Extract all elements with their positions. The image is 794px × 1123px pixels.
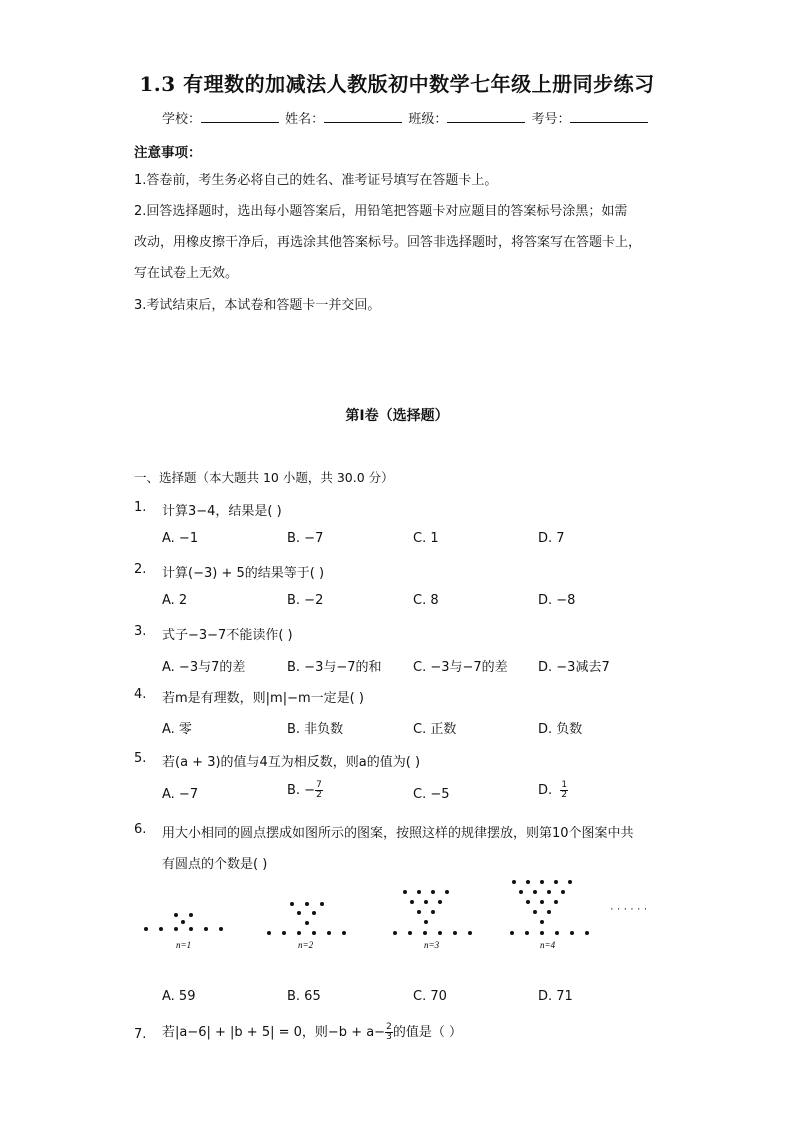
- figure-label-n3: n=3: [424, 940, 440, 950]
- dot-pattern-figure: [130, 870, 670, 952]
- option-a[interactable]: A. 2: [162, 593, 188, 608]
- figure-ellipsis: · · · · · ·: [610, 903, 648, 915]
- note-2-line-1: 2.回答选择题时，选出每小题答案后，用铅笔把答题卡对应题目的答案标号涂黑；如需: [134, 204, 628, 219]
- pattern-n4: [510, 880, 589, 935]
- option-a[interactable]: A. −1: [162, 531, 199, 546]
- question-number: 7.: [134, 1027, 147, 1042]
- figure-label-n4: n=4: [540, 940, 556, 950]
- number-label: 考号：: [531, 112, 571, 127]
- note-2-line-2: 改动，用橡皮擦干净后，再选涂其他答案标号。回答非选择题时，将答案写在答题卡上，: [134, 235, 642, 250]
- option-c[interactable]: C. −5: [413, 787, 450, 802]
- note-3: 3.考试结束后，本试卷和答题卡一并交回。: [134, 298, 381, 313]
- option-b[interactable]: [287, 781, 323, 800]
- option-a[interactable]: A. −3与7的差: [162, 660, 246, 675]
- question-text-tail: 的值是（ ）: [392, 1025, 462, 1040]
- option-b[interactable]: B. 非负数: [287, 722, 344, 737]
- question-number: 5.: [134, 751, 147, 766]
- question-text: 若(a + 3)的值与4互为相反数，则a的值为( ): [162, 755, 421, 770]
- question-text: 用大小相同的圆点摆成如图所示的图案，按照这样的规律摆放，则第10个图案中共: [162, 826, 634, 841]
- option-a[interactable]: A. −7: [162, 787, 199, 802]
- option-d[interactable]: D. −3减去7: [538, 660, 610, 675]
- pattern-n1: [144, 913, 223, 931]
- name-blank[interactable]: [324, 110, 402, 123]
- option-d[interactable]: D. 7: [538, 531, 565, 546]
- question-number: 4.: [134, 687, 147, 702]
- number-blank[interactable]: [570, 110, 648, 123]
- question-text-main: 若|a−6| + |b + 5| = 0，则−b + a−: [162, 1025, 386, 1040]
- numerator: 7: [316, 780, 322, 790]
- student-info-line: [162, 108, 650, 127]
- option-c[interactable]: C. 正数: [413, 722, 457, 737]
- option-b[interactable]: B. 65: [287, 989, 321, 1004]
- class-blank[interactable]: [447, 110, 525, 123]
- option-d[interactable]: D. −8: [538, 593, 576, 608]
- denominator: 3: [386, 1032, 392, 1042]
- question-number: 3.: [134, 624, 147, 639]
- question-text: 计算3−4，结果是( ): [162, 504, 282, 519]
- pattern-n3: [393, 890, 472, 935]
- option-b-label: B. −: [287, 783, 316, 798]
- question-number: 2.: [134, 562, 147, 577]
- figure-label-n1: n=1: [176, 940, 192, 950]
- option-c[interactable]: C. 70: [413, 989, 447, 1004]
- question-number: 6.: [134, 822, 147, 837]
- option-d[interactable]: [538, 781, 568, 800]
- note-1: 1.答卷前，考生务必将自己的姓名、准考证号填写在答题卡上。: [134, 173, 498, 188]
- option-c[interactable]: C. 1: [413, 531, 439, 546]
- numerator: 1: [561, 780, 568, 790]
- school-label: 学校：: [162, 112, 202, 127]
- question-number: 1.: [134, 500, 147, 515]
- class-label: 班级：: [408, 112, 448, 127]
- page-title: 1.3 有理数的加减法人教版初中数学七年级上册同步练习: [139, 72, 655, 96]
- option-d-label: D.: [538, 783, 561, 798]
- fraction: [385, 1023, 393, 1042]
- numerator: 2: [386, 1022, 392, 1032]
- question-text: 若m是有理数，则|m|−m一定是( ): [162, 691, 364, 706]
- question-text-line-2: 有圆点的个数是( ): [162, 857, 268, 872]
- question-text: 计算(−3) + 5的结果等于( ): [162, 566, 325, 581]
- fraction: [315, 781, 323, 800]
- pattern-n2: [267, 902, 346, 935]
- question-text: 式子−3−7不能读作( ): [162, 628, 293, 643]
- option-b[interactable]: B. −2: [287, 593, 324, 608]
- name-label: 姓名：: [285, 112, 325, 127]
- figure-label-n2: n=2: [298, 940, 314, 950]
- note-2-line-3: 写在试卷上无效。: [134, 266, 239, 281]
- notes-heading: 注意事项：: [134, 145, 202, 161]
- option-c[interactable]: C. 8: [413, 593, 439, 608]
- option-d[interactable]: D. 负数: [538, 722, 583, 737]
- option-a[interactable]: A. 59: [162, 989, 196, 1004]
- option-b[interactable]: B. −3与−7的和: [287, 660, 382, 675]
- part-heading: 一、选择题（本大题共 10 小题，共 30.0 分）: [134, 470, 394, 485]
- section-heading: 第Ⅰ卷（选择题）: [345, 408, 449, 424]
- option-d[interactable]: D. 71: [538, 989, 573, 1004]
- fraction: [560, 781, 568, 800]
- question-text: [162, 1021, 462, 1042]
- option-c[interactable]: C. −3与−7的差: [413, 660, 508, 675]
- school-blank[interactable]: [201, 110, 279, 123]
- denominator: 2: [561, 790, 568, 800]
- option-a[interactable]: A. 零: [162, 722, 192, 737]
- denominator: 2: [316, 790, 322, 800]
- option-b[interactable]: B. −7: [287, 531, 324, 546]
